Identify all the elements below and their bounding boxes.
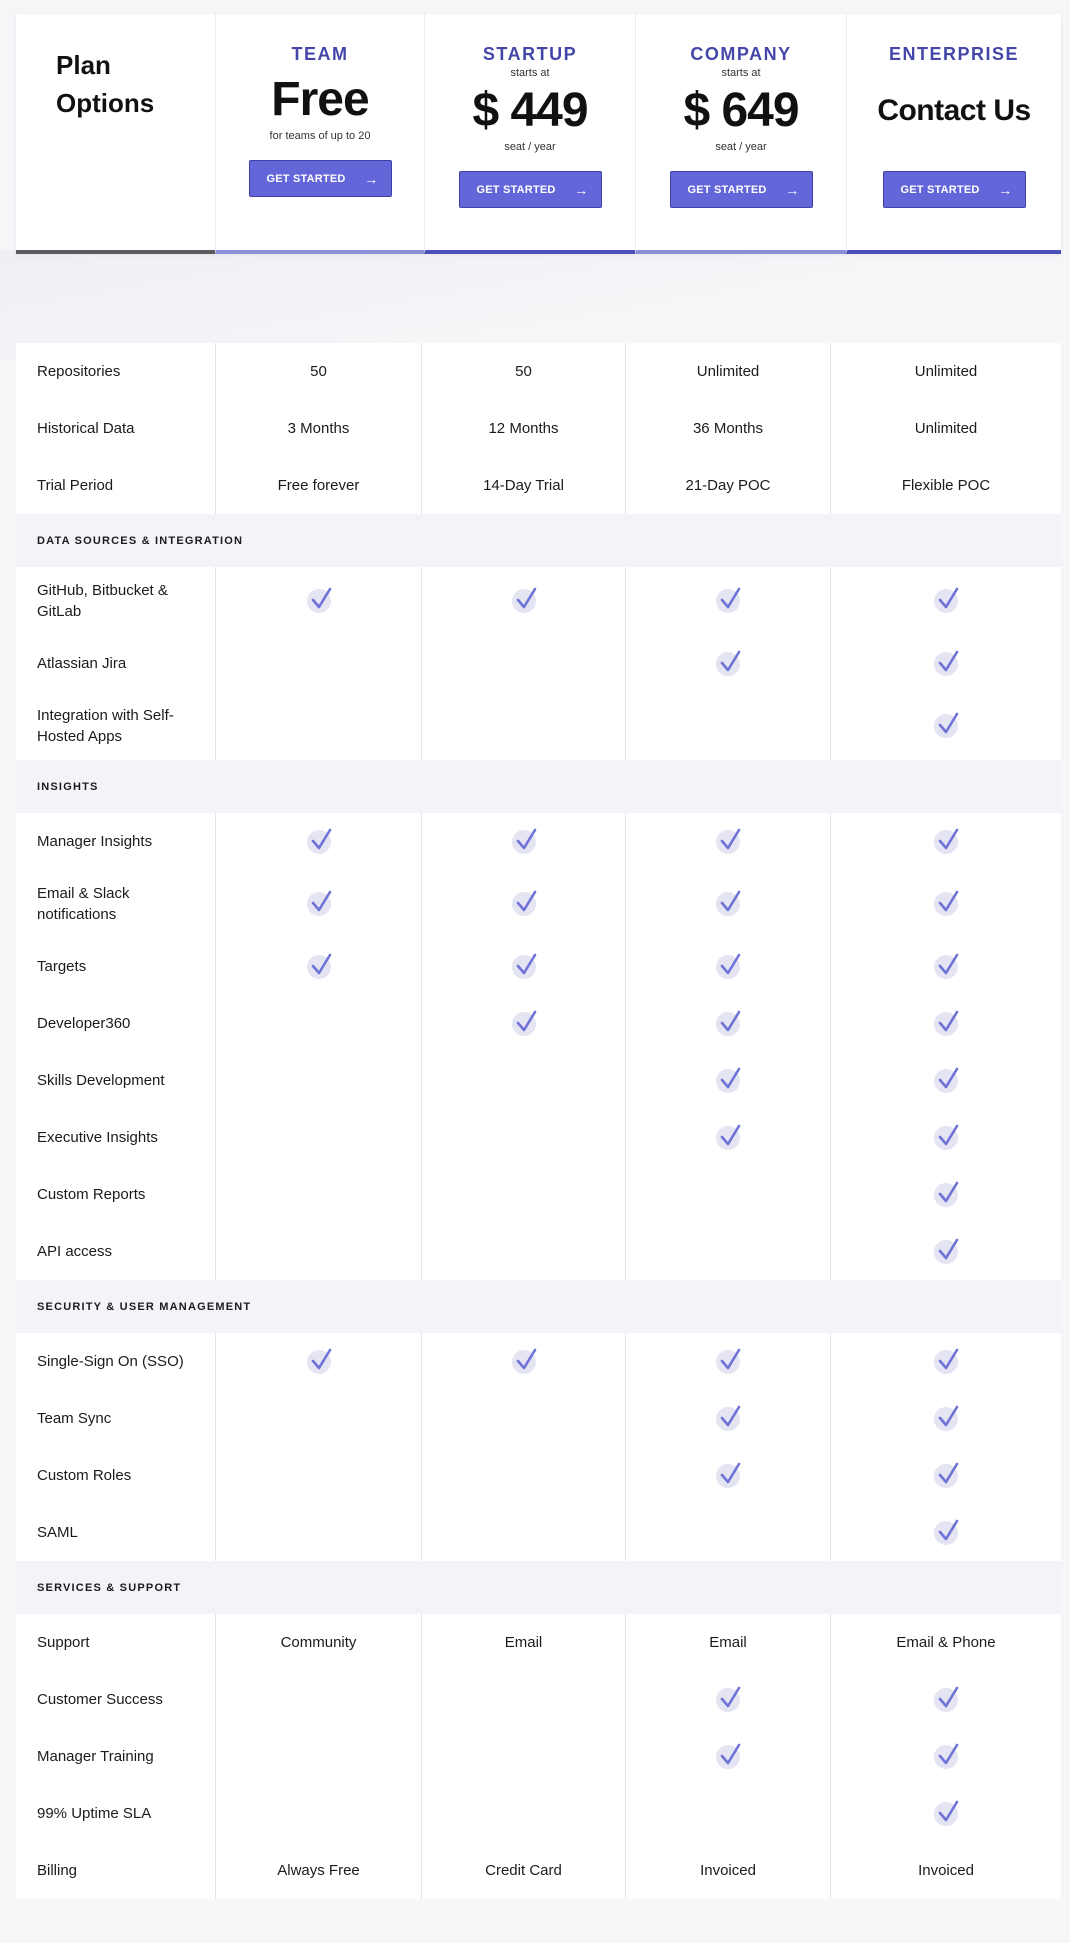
plan-cell [215,1333,421,1390]
feature-label: Developer360 [37,1015,131,1032]
table-row [16,1109,1061,1166]
plan-cell [625,870,830,938]
feature-label: Single-Sign On (SSO) [37,1353,184,1370]
plan-cell [830,567,1061,635]
plan-cell-empty [215,1785,421,1842]
plan-cell [830,813,1061,870]
feature-label: Executive Insights [37,1129,158,1146]
checkmark-icon [934,892,958,916]
table-row [16,1671,1061,1728]
checkmark-icon [934,1407,958,1431]
get-started-button-company[interactable] [670,171,813,208]
button-label: GET STARTED [476,183,556,196]
checkmark-icon [716,1407,740,1431]
section-header: INSIGHTS [16,760,1061,813]
plan-cell [625,1447,830,1504]
plan-cell-value: 50 [215,343,421,400]
checkmark-icon [934,1126,958,1150]
table-row [16,1390,1061,1447]
checkmark-icon [307,830,331,854]
checkmark-icon [512,892,536,916]
plan-cell [830,1447,1061,1504]
checkmark-icon [716,830,740,854]
plan-cell-value: Free forever [215,457,421,514]
checkmark-icon [716,589,740,613]
plan-cell-empty [215,995,421,1052]
plan-cell [625,567,830,635]
plan-cell-value: Invoiced [625,1842,830,1899]
button-label: GET STARTED [900,183,980,196]
section-header: DATA SOURCES & INTEGRATION [16,514,1061,567]
plan-cell [625,1109,830,1166]
plan-cell-value: Unlimited [830,343,1061,400]
feature-label: Trial Period [37,477,114,494]
arrow-right-icon: → [785,181,800,198]
plan-price: $ 649 [683,84,799,137]
table-row [16,1504,1061,1561]
table-row [16,1728,1061,1785]
page-title: Plan Options [56,50,155,118]
plan-cell [625,813,830,870]
plan-cell-value: Credit Card [421,1842,625,1899]
table-row [16,457,1061,514]
plan-startup [424,14,635,254]
checkmark-icon [512,589,536,613]
plan-name: STARTUP [482,44,578,64]
plan-cell-value: Unlimited [830,400,1061,457]
feature-label: Support [37,1634,90,1651]
plan-price: Contact Us [877,94,1031,127]
checkmark-icon [716,1126,740,1150]
feature-label: Atlassian Jira [37,655,127,672]
plan-cell [625,1052,830,1109]
plan-cell-empty [215,692,421,760]
plan-cell-empty [625,1785,830,1842]
plan-cell-empty [421,1785,625,1842]
checkmark-icon [716,1745,740,1769]
feature-label: Team Sync [37,1410,112,1427]
plan-cell [215,938,421,995]
plan-cell [625,938,830,995]
plan-cell [625,1671,830,1728]
plan-cell [625,1728,830,1785]
feature-label: GitHub, Bitbucket & GitLab [37,582,168,620]
arrow-right-icon: → [998,181,1013,198]
plan-cell-empty [215,1052,421,1109]
checkmark-icon [934,714,958,738]
plan-subtext: seat / year [504,141,556,153]
plan-cell [625,1390,830,1447]
plan-cell [830,635,1061,692]
plan-cell-empty [215,635,421,692]
checkmark-icon [307,1350,331,1374]
plan-cell-empty [625,692,830,760]
table-row [16,1166,1061,1223]
plan-cell-empty [421,1109,625,1166]
feature-label: Targets [37,958,87,975]
plan-cell-value: Community [215,1614,421,1671]
table-row [16,995,1061,1052]
table-row [16,1333,1061,1390]
checkmark-icon [934,955,958,979]
plan-cell [830,1504,1061,1561]
feature-label: Billing [37,1862,78,1879]
plan-cell-empty [421,1166,625,1223]
checkmark-icon [512,955,536,979]
plan-cell-value: Email [421,1614,625,1671]
checkmark-icon [716,652,740,676]
plan-cell [830,1390,1061,1447]
checkmark-icon [716,1069,740,1093]
table-row [16,343,1061,400]
table-row [16,692,1061,760]
feature-label: Custom Reports [37,1186,146,1203]
plan-cell [830,1052,1061,1109]
plan-cell-empty [215,1671,421,1728]
button-label: GET STARTED [687,183,767,196]
plan-price: Free [271,73,369,126]
feature-comparison-table [16,343,1061,1899]
checkmark-icon [716,1688,740,1712]
plan-cell [625,1333,830,1390]
checkmark-icon [934,1183,958,1207]
plan-cell [830,938,1061,995]
feature-label: Historical Data [37,420,135,437]
get-started-button-team[interactable] [249,160,392,197]
plan-cell-value: 12 Months [421,400,625,457]
plan-header [16,14,1061,254]
plan-cell [421,995,625,1052]
plan-cell-value: 36 Months [625,400,830,457]
plan-cell [215,813,421,870]
feature-label: Email & Slack notifications [37,885,130,923]
feature-label: SAML [37,1524,78,1541]
plan-cell-value: Email [625,1614,830,1671]
table-row [16,1447,1061,1504]
button-label: GET STARTED [266,172,346,185]
plan-enterprise [846,14,1061,254]
checkmark-icon [934,1688,958,1712]
plan-cell-value: Unlimited [625,343,830,400]
plan-cell-value: Flexible POC [830,457,1061,514]
plan-name: TEAM [291,44,349,64]
plan-cell [625,995,830,1052]
table-row [16,1842,1061,1899]
plan-cell-value: Email & Phone [830,1614,1061,1671]
plan-cell-value: Invoiced [830,1842,1061,1899]
plan-cell-value: 21-Day POC [625,457,830,514]
checkmark-icon [512,1012,536,1036]
plan-cell [830,1166,1061,1223]
checkmark-icon [512,830,536,854]
plan-options-cell [16,14,215,254]
plan-cell [830,870,1061,938]
checkmark-icon [934,1802,958,1826]
get-started-button-startup[interactable] [459,171,602,208]
checkmark-icon [716,1350,740,1374]
plan-subtext [847,141,1061,157]
arrow-right-icon: → [364,170,379,187]
plan-cell [830,692,1061,760]
plan-cell-empty [625,1504,830,1561]
plan-cell-empty [625,1223,830,1280]
checkmark-icon [934,1012,958,1036]
plan-cell-value: Always Free [215,1842,421,1899]
plan-cell-empty [215,1504,421,1561]
feature-label: Customer Success [37,1691,163,1708]
checkmark-icon [307,892,331,916]
plan-subtext: seat / year [715,141,767,153]
checkmark-icon [716,892,740,916]
plan-cell-empty [215,1728,421,1785]
plan-cell [215,870,421,938]
plan-cell-value: 14-Day Trial [421,457,625,514]
plan-cell-empty [625,1166,830,1223]
plan-cell [215,567,421,635]
table-row [16,813,1061,870]
plan-cell-empty [215,1223,421,1280]
table-row [16,635,1061,692]
table-row [16,567,1061,635]
checkmark-icon [934,1350,958,1374]
plan-cell-empty [215,1166,421,1223]
feature-label: Manager Training [37,1748,154,1765]
plan-team [215,14,424,254]
plan-name: ENTERPRISE [888,44,1020,64]
table-row [16,1785,1061,1842]
plan-cell [830,1671,1061,1728]
plan-cell-empty [421,635,625,692]
plan-cell-empty [421,1447,625,1504]
checkmark-icon [934,652,958,676]
plan-cell-empty [215,1447,421,1504]
table-row [16,1052,1061,1109]
checkmark-icon [934,589,958,613]
section-header: SECURITY & USER MANAGEMENT [16,1280,1061,1333]
plan-cell-empty [421,1728,625,1785]
plan-cell-empty [421,692,625,760]
plan-cell-empty [421,1504,625,1561]
checkmark-icon [716,1464,740,1488]
table-row [16,870,1061,938]
checkmark-icon [934,830,958,854]
plan-cell [421,567,625,635]
checkmark-icon [934,1464,958,1488]
feature-label: Repositories [37,363,121,380]
plan-cell [830,995,1061,1052]
starts-at-label: starts at [721,67,761,79]
checkmark-icon [934,1069,958,1093]
plan-cell-empty [421,1223,625,1280]
plan-name: COMPANY [690,44,792,64]
feature-label: Integration with Self-Hosted Apps [37,707,174,745]
plan-cell [421,813,625,870]
arrow-right-icon: → [574,181,589,198]
table-row [16,1223,1061,1280]
table-row [16,1614,1061,1671]
checkmark-icon [934,1745,958,1769]
plan-cell-empty [421,1052,625,1109]
checkmark-icon [307,589,331,613]
table-row [16,938,1061,995]
checkmark-icon [934,1240,958,1264]
feature-label: Custom Roles [37,1467,132,1484]
plan-cell [625,635,830,692]
plan-cell [830,1728,1061,1785]
table-row [16,400,1061,457]
plan-cell-empty [215,1390,421,1447]
starts-at-label: starts at [510,67,550,79]
feature-label: Manager Insights [37,833,153,850]
plan-cell-value: 50 [421,343,625,400]
checkmark-icon [512,1350,536,1374]
checkmark-icon [716,955,740,979]
plan-cell [830,1223,1061,1280]
feature-label: 99% Uptime SLA [37,1805,152,1822]
plan-cell [421,938,625,995]
feature-label: Skills Development [37,1072,165,1089]
checkmark-icon [716,1012,740,1036]
feature-label: API access [37,1243,113,1260]
plan-cell [421,870,625,938]
plan-subtext: for teams of up to 20 [269,130,371,142]
section-header: SERVICES & SUPPORT [16,1561,1061,1614]
plan-cell [421,1333,625,1390]
plan-cell [830,1109,1061,1166]
plan-cell-empty [421,1671,625,1728]
plan-price: $ 449 [472,84,588,137]
plan-cell [830,1785,1061,1842]
plan-cell-empty [215,1109,421,1166]
plan-company [635,14,846,254]
checkmark-icon [934,1521,958,1545]
checkmark-icon [307,955,331,979]
plan-cell-empty [421,1390,625,1447]
plan-cell [830,1333,1061,1390]
plan-cell-value: 3 Months [215,400,421,457]
get-started-button-enterprise[interactable] [883,171,1026,208]
